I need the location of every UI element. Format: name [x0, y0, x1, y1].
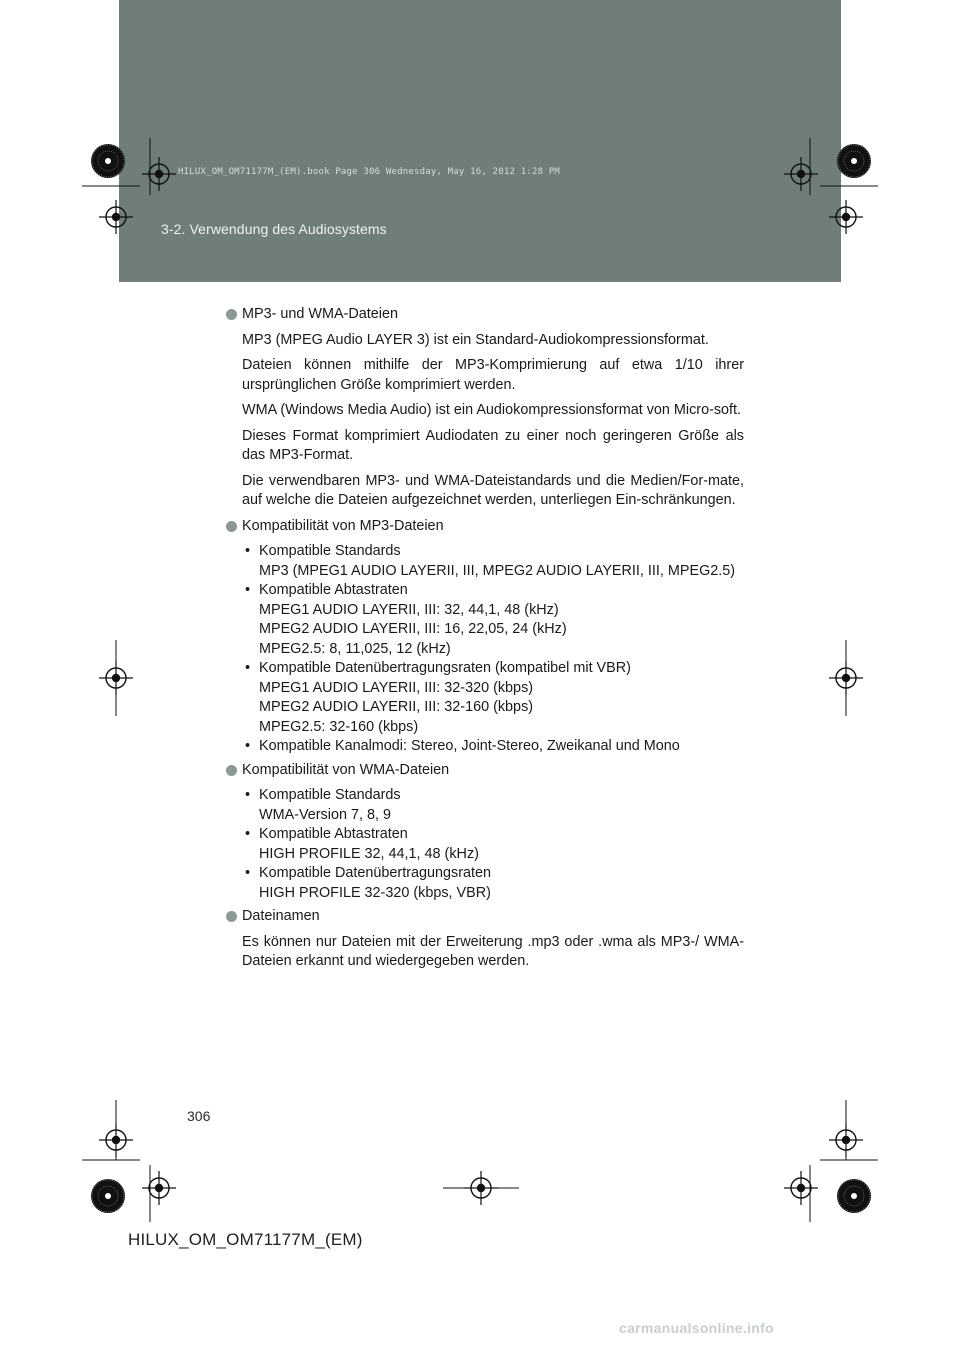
registration-wheel-icon [837, 1179, 871, 1213]
paragraph: Dateien können mithilfe der MP3-Komprimierung auf etwa 1/10 ihrer ursprünglichen Größe komprimiert werden. [242, 357, 744, 393]
page-content [226, 305, 744, 978]
list-bullet: • [245, 738, 251, 754]
paragraph: Die verwendbaren MP3- und WMA-Dateistandards und die Medien/For-mate, auf welche die Dateien aufgezeichnet werden, unterliegen Ein-schränkungen. [242, 472, 744, 508]
registration-cross-icon [829, 200, 863, 234]
site-watermark: carmanualsonline.info [619, 1320, 774, 1336]
section-bullet-icon [226, 765, 237, 776]
list-item-label: Kompatible Datenübertragungsraten [259, 865, 491, 881]
list-item-label: Kompatible Standards [259, 787, 401, 803]
page-number: 306 [187, 1108, 211, 1124]
paragraph: Es können nur Dateien mit der Erweiterung .mp3 oder .wma als MP3-/ WMA-Dateien erkannt und wiedergegeben werden. [242, 933, 744, 969]
registration-cross-icon [142, 157, 176, 191]
section-heading: MP3- und WMA-Dateien [242, 306, 398, 322]
list-item-detail: MP3 (MPEG1 AUDIO LAYERII, III, MPEG2 AUDIO LAYERII, III, MPEG2.5) [259, 562, 736, 579]
list-item-label: Kompatible Abtastraten [259, 826, 408, 842]
list-bullet: • [245, 543, 251, 559]
registration-wheel-icon [91, 1179, 125, 1213]
section-wma-compatibility [226, 761, 744, 908]
registration-cross-icon [99, 200, 133, 234]
list-item-detail: MPEG2.5: 8, 11,025, 12 (kHz) [259, 640, 451, 657]
list-item-label: Kompatible Kanalmodi: Stereo, Joint-Stereo, Zweikanal und Mono [259, 738, 680, 754]
list-item [242, 825, 744, 864]
book-stamp: HILUX_OM_OM71177M_(EM).book Page 306 Wednesday, May 16, 2012 1:28 PM [178, 167, 561, 177]
section-bullet-icon [226, 309, 237, 320]
list-bullet: • [245, 582, 251, 598]
list-item-detail: MPEG1 AUDIO LAYERII, III: 32, 44,1, 48 (kHz) [259, 601, 559, 618]
list-item [242, 542, 744, 581]
list-item [242, 864, 744, 903]
section-bullet-icon [226, 911, 237, 922]
section-heading: Kompatibilität von MP3-Dateien [242, 517, 444, 534]
list-item-detail: WMA-Version 7, 8, 9 [259, 806, 391, 823]
paragraph: MP3 (MPEG Audio LAYER 3) ist ein Standard-Audiokompressionsformat. [242, 331, 709, 348]
list-item-detail: MPEG2 AUDIO LAYERII, III: 16, 22,05, 24 (kHz) [259, 621, 567, 637]
list-bullet: • [245, 660, 251, 676]
section-heading: Dateinamen [242, 908, 320, 924]
registration-cross-icon [784, 157, 818, 191]
list-item-label: Kompatible Datenübertragungsraten (kompatibel mit VBR) [259, 660, 631, 676]
list-item-label: Kompatible Abtastraten [259, 582, 408, 598]
section-mp3-wma-files [226, 305, 744, 511]
list-item-detail: MPEG2 AUDIO LAYERII, III: 32-160 (kbps) [259, 699, 534, 715]
section-mp3-compatibility [226, 517, 744, 761]
section-title: 3-2. Verwendung des Audiosystems [161, 221, 387, 237]
list-item-detail: MPEG2.5: 32-160 (kbps) [259, 718, 419, 735]
registration-cross-icon [142, 1171, 176, 1205]
document-id: HILUX_OM_OM71177M_(EM) [128, 1230, 363, 1249]
list-item [242, 786, 744, 825]
list-item-detail: HIGH PROFILE 32-320 (kbps, VBR) [259, 884, 491, 901]
registration-wheel-icon [91, 144, 125, 178]
registration-cross-icon [784, 1171, 818, 1205]
list-item [242, 581, 744, 659]
list-item [242, 659, 744, 737]
list-bullet: • [245, 865, 251, 881]
section-bullet-icon [226, 521, 237, 532]
list-item-detail: MPEG1 AUDIO LAYERII, III: 32-320 (kbps) [259, 679, 534, 696]
list-item-detail: HIGH PROFILE 32, 44,1, 48 (kHz) [259, 845, 479, 862]
list-bullet: • [245, 787, 251, 803]
list-item [242, 737, 744, 757]
list-bullet: • [245, 826, 251, 842]
paragraph: WMA (Windows Media Audio) ist ein Audiokompressionsformat von Micro-soft. [242, 402, 742, 418]
registration-wheel-icon [837, 144, 871, 178]
section-heading: Kompatibilität von WMA-Dateien [242, 761, 450, 778]
paragraph: Dieses Format komprimiert Audiodaten zu einer noch geringeren Größe als das MP3-Format. [242, 427, 744, 463]
section-file-names [226, 907, 744, 972]
list-item-label: Kompatible Standards [259, 543, 401, 559]
